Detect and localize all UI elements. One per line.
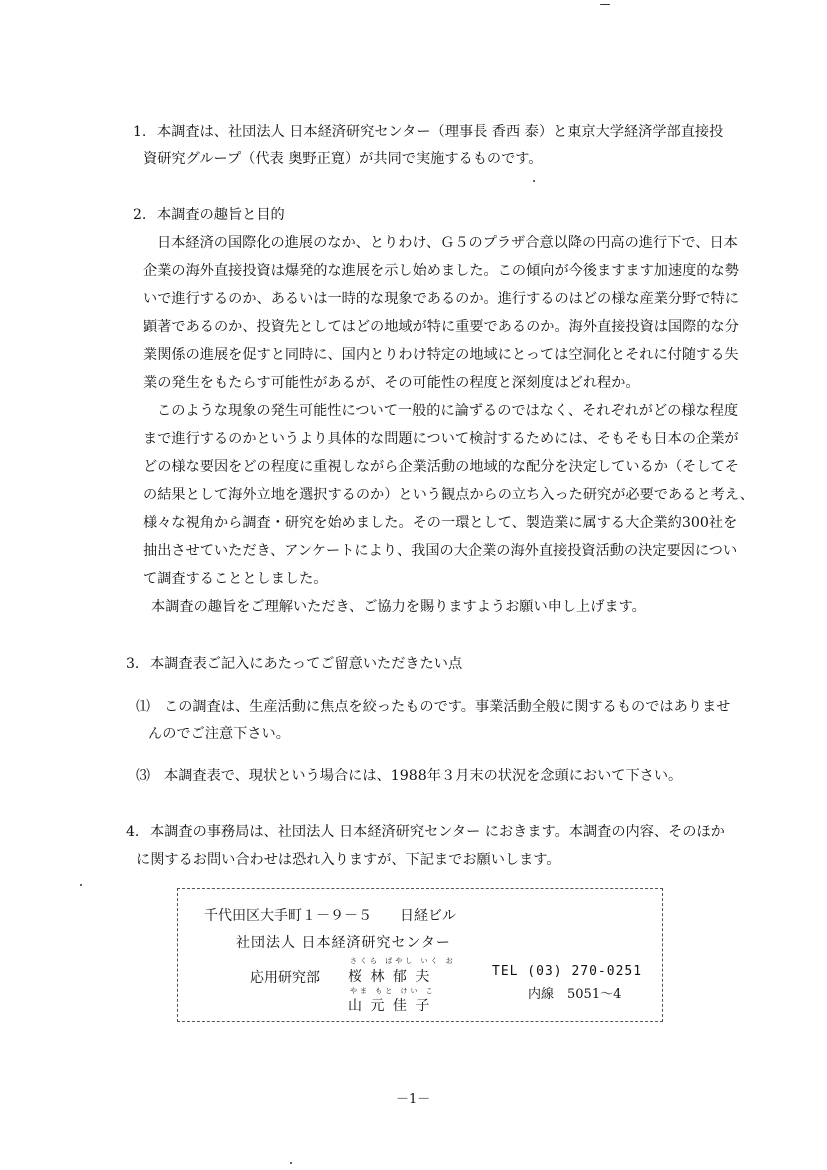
section-2-line-6: 業の発生をもたらす可能性があるが、その可能性の程度と深刻度はどれ程か。 [143,375,640,391]
contact-organization: 社団法人 日本経済研究センター [236,935,451,951]
scan-speck [80,884,82,886]
scan-speck [533,180,535,182]
contact-telephone: TEL (03) 270-0251 [492,964,643,979]
section-4-line-1: 本調査の事務局は、社団法人 日本経済研究センター におきます。本調査の内容、そのほか [150,824,725,840]
contact-address: 千代田区大手町１－９－５ 日経ビル [204,908,456,924]
item-3-line-1: 本調査表で、現状という場合には、1988年３月末の状況を念頭において下さい。 [164,768,683,784]
contact-person-2-ruby: やま もと けい こ [350,987,436,995]
contact-person-1-ruby: さくら ばやし いく お [350,957,456,965]
contact-box [177,888,663,1022]
item-1-line-2: んのでご注意下さい。 [148,726,290,742]
section-2-line-3: いで進行するのか、あるいは一時的な現象であるのか。進行するのはどの様な産業分野で特に [143,291,739,307]
section-2-line-11: 様々な視角から調査・研究を始めました。その一環として、製造業に属する大企業約300社を [143,515,738,531]
section-2-line-10: の結果として海外立地を選択するのか）という観点からの立ち入った研究が必要であると考え、 [143,487,754,503]
section-3-heading: 本調査表ご記入にあたってご留意いただきたい点 [150,656,463,672]
page-number: －1－ [396,1092,431,1107]
section-1-line-1: 本調査は、社団法人 日本経済研究センター（理事長 香西 泰）と東京大学経済学部直接投 [157,124,724,140]
section-2-number: 2. [133,207,147,223]
contact-person-1: 桜 林 郁 夫 [348,969,432,985]
section-3-number: 3. [126,656,140,672]
contact-extension: 内線 5051～4 [528,987,622,1002]
section-2-line-7: このような現象の発生可能性について一般的に論ずるのではなく、それぞれがどの様な程度 [157,403,739,419]
section-2-line-12: 抽出させていただき、アンケートにより、我国の大企業の海外直接投資活動の決定要因につい [143,543,738,559]
scan-mark [600,4,610,5]
section-2-line-2: 企業の海外直接投資は爆発的な進展を示し始めました。この傾向が今後ますます加速度的な勢 [143,263,739,279]
contact-person-2: 山 元 佳 子 [348,998,432,1014]
section-2-line-8: まで進行するのかというより具体的な問題について検討するためには、そもそも日本の企業が [143,431,739,447]
scan-speck [290,1162,292,1164]
section-2-line-5: 業関係の進展を促すと同時に、国内とりわけ特定の地域にとっては空洞化とそれに付随する失 [143,347,739,363]
section-4-number: 4. [126,824,140,840]
item-1-line-1: この調査は、生産活動に焦点を絞ったものです。事業活動全般に関するものではありませ [164,699,731,715]
item-3-number: ⑶ [136,768,150,784]
section-1-line-2: 資研究グループ（代表 奥野正寛）が共同で実施するものです。 [143,151,543,167]
section-4-line-2: に関するお問い合わせは恐れ入りますが、下記までお願いします。 [136,852,561,868]
section-1-number: 1. [133,124,147,140]
section-2-line-13: て調査することとしました。 [143,571,328,587]
section-2-line-14: 本調査の趣旨をご理解いただき、ご協力を賜りますようお願い申し上げます。 [151,599,646,615]
contact-department: 応用研究部 [250,970,320,986]
section-2-line-1: 日本経済の国際化の進展のなか、とりわけ、Ｇ５のプラザ合意以降の円高の進行下で、日本 [157,235,738,251]
item-1-number: ⑴ [136,699,150,715]
section-2-heading: 本調査の趣旨と目的 [157,207,285,223]
section-2-line-9: どの様な要因をどの程度に重視しながら企業活動の地域的な配分を決定しているか（そしてそ [143,459,739,475]
section-2-line-4: 顕著であるのか、投資先としてはどの地域が特に重要であるのか。海外直接投資は国際的な分 [143,319,739,335]
